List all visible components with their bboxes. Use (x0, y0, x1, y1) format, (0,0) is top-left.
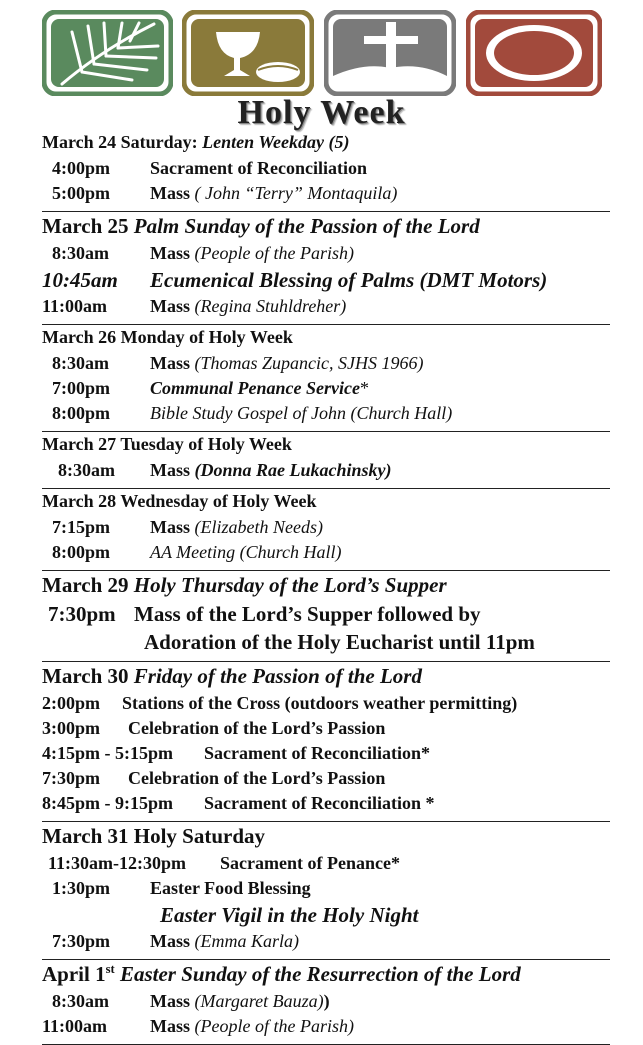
palm-branch-icon (42, 10, 173, 96)
event-row: Easter Vigil in the Holy Night (160, 903, 419, 927)
day-header: March 27 Tuesday of Holy Week (42, 434, 292, 454)
event-row: 4:00pm Sacrament of Reconciliation (52, 158, 367, 178)
event-row: 5:00pm Mass ( John “Terry” Montaquila) (52, 183, 398, 203)
event-row-continuation: Adoration of the Holy Eucharist until 11pm (144, 630, 535, 654)
event-row: 8:30am Mass (Margaret Bauza)) (52, 991, 330, 1011)
event-row: 7:30pm Mass of the Lord’s Supper followed by (48, 602, 481, 626)
day-section (42, 571, 610, 662)
day-section (42, 662, 610, 822)
event-row: 8:30am Mass (Thomas Zupancic, SJHS 1966) (52, 353, 424, 373)
day-section (42, 212, 610, 325)
day-header: March 31 Holy Saturday (42, 824, 266, 848)
day-section (42, 960, 610, 1045)
event-row: 7:30pm Celebration of the Lord’s Passion (42, 768, 386, 788)
day-header: March 24 Saturday: Lenten Weekday (5) (42, 132, 350, 152)
empty-tomb-icon (466, 10, 602, 96)
event-row: 11:00am Mass (Regina Stuhldreher) (42, 296, 347, 316)
event-row: 4:15pm - 5:15pm Sacrament of Reconciliation* (42, 743, 430, 763)
event-row: 8:45pm - 9:15pm Sacrament of Reconciliation * (42, 793, 435, 813)
day-header: March 29 Holy Thursday of the Lord’s Supper (42, 573, 447, 597)
cross-on-hill-icon (324, 10, 456, 96)
page-title: Holy Week (237, 94, 406, 131)
day-header: April 1st Easter Sunday of the Resurrection of the Lord (42, 962, 521, 986)
event-row: 11:30am-12:30pm Sacrament of Penance* (48, 853, 400, 873)
day-header: March 26 Monday of Holy Week (42, 327, 293, 347)
event-row: 11:00am Mass (People of the Parish) (42, 1016, 354, 1036)
event-row: 8:00pm AA Meeting (Church Hall) (52, 542, 342, 562)
event-row: 1:30pm Easter Food Blessing (52, 878, 311, 898)
event-row: 2:00pm Stations of the Cross (outdoors weather permitting) (42, 693, 518, 713)
event-row: 8:30am Mass (People of the Parish) (52, 243, 354, 263)
day-section (42, 489, 610, 571)
event-row: 8:00pm Bible Study Gospel of John (Church Hall) (52, 403, 453, 423)
day-section (42, 130, 610, 212)
event-row: 7:30pm Mass (Emma Karla) (52, 931, 299, 951)
chalice-and-bread-icon (182, 10, 314, 96)
event-row: 10:45am Ecumenical Blessing of Palms (DMT Motors) (42, 268, 548, 292)
event-row: 7:15pm Mass (Elizabeth Needs) (52, 517, 323, 537)
day-header: March 30 Friday of the Passion of the Lord (42, 664, 422, 688)
event-row: 7:00pm Communal Penance Service* (52, 378, 369, 398)
header-icons (42, 10, 602, 98)
day-section (42, 822, 610, 960)
day-section (42, 325, 610, 432)
day-header: March 25 Palm Sunday of the Passion of the Lord (42, 214, 480, 238)
day-header: March 28 Wednesday of Holy Week (42, 491, 317, 511)
day-section (42, 432, 610, 489)
schedule (42, 130, 610, 1045)
event-row: 3:00pm Celebration of the Lord’s Passion (42, 718, 386, 738)
event-row: 8:30am Mass (Donna Rae Lukachinsky) (58, 460, 392, 480)
